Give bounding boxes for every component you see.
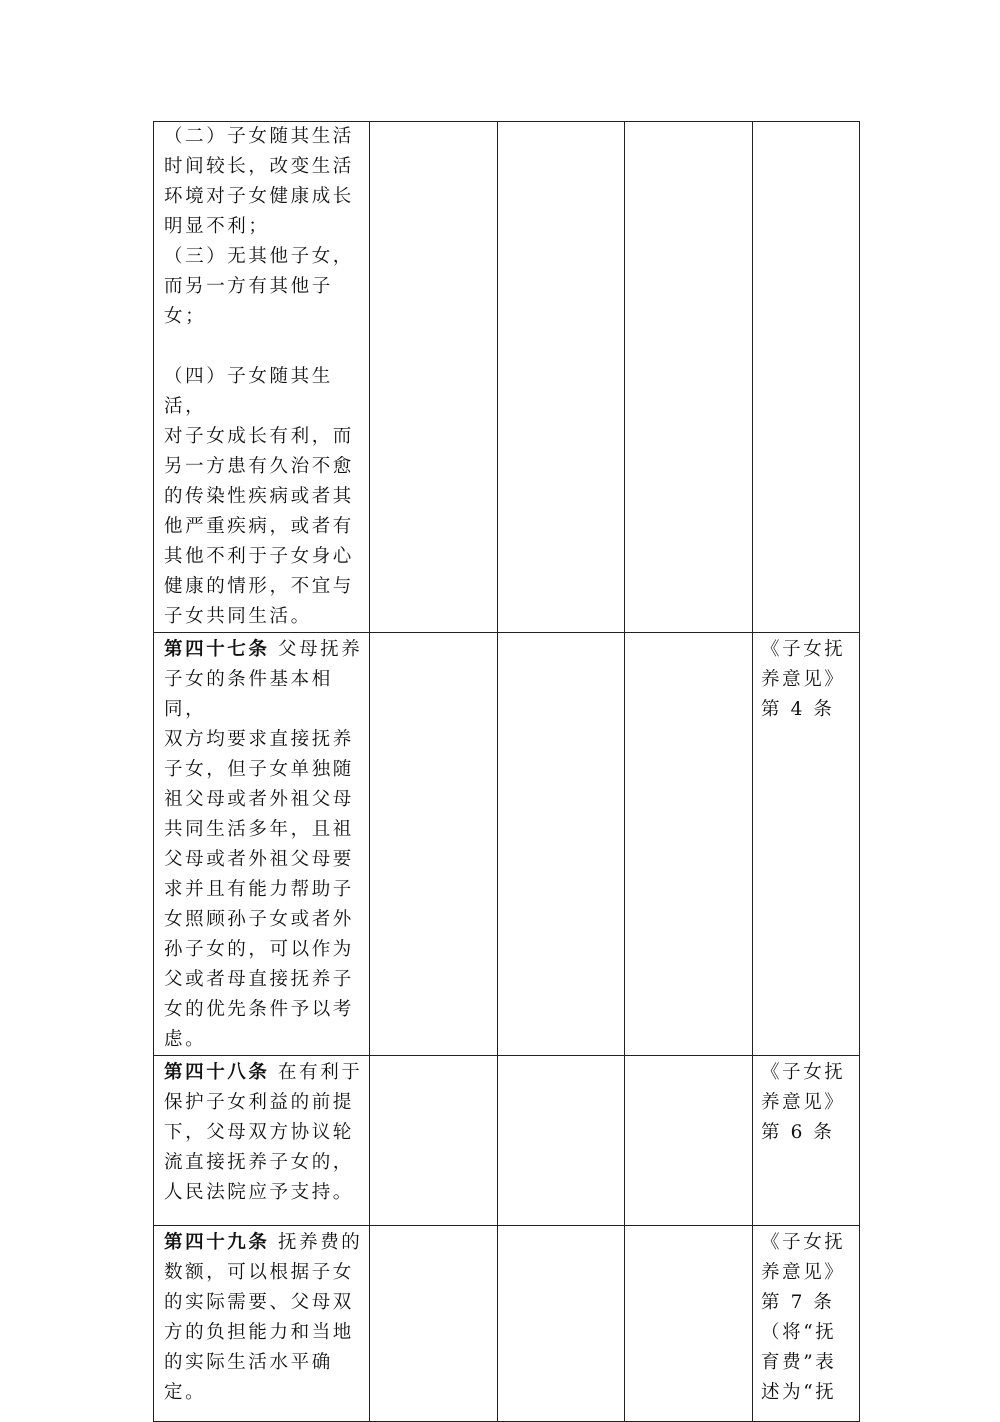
law-text — [154, 1226, 369, 1408]
comparison-table — [153, 121, 860, 1422]
empty-cell — [498, 633, 625, 1056]
law-text-cell — [154, 1226, 370, 1422]
article-body: 抚养费的 数额，可以根据子女 的实际需要、父母双 方的负担能力和当地 的实际生活水平确定。 — [164, 1232, 363, 1403]
law-text-cell — [154, 1056, 370, 1226]
source-cell — [753, 1056, 860, 1226]
article-body: 父母抚养 子女的条件基本相同， 双方均要求直接抚养 子女，但子女单独随 祖父母或者外祖父母 共同生活多年，且祖 父母或者外祖父母要 求并且有能力帮助子 女照顾孙子女或者外 孙子女的，可以作为 父或者母直接抚养子 女的优先条件予以考 虑。 — [164, 639, 363, 1050]
source-text: 《子女抚 养意见》 第 7 条 （将“抚 育费”表 述为“抚 — [761, 1232, 846, 1403]
law-text: （二）子女随其生活 时间较长，改变生活 环境对子女健康成长 明显不利； （三）无其他子女， 而另一方有其他子女； （四）子女随其生活， 对子女成长有利，而 另一方患有久治不愈 的传染性疾病或者其 他严重疾病，或者有 其他不利于子女身心 健康的情形，不宜与 子女共同生活。 — [164, 126, 354, 627]
law-text-cell — [154, 122, 370, 633]
article-body: 在有利于 保护子女利益的前提 下，父母双方协议轮 流直接抚养子女的， 人民法院应予支持。 — [164, 1062, 363, 1203]
empty-cell — [625, 1226, 753, 1422]
source-text: 《子女抚 养意见》 第 6 条 — [761, 1062, 846, 1143]
empty-cell — [498, 1226, 625, 1422]
table-row — [154, 1056, 860, 1226]
table-row — [154, 1226, 860, 1422]
empty-cell — [625, 633, 753, 1056]
empty-cell — [498, 1056, 625, 1226]
empty-cell — [370, 1226, 498, 1422]
empty-cell — [370, 122, 498, 633]
article-number: 第四十七条 — [164, 639, 270, 660]
law-text-cell — [154, 633, 370, 1056]
source-cell — [753, 122, 860, 633]
article-number: 第四十八条 — [164, 1062, 270, 1083]
table-row — [154, 633, 860, 1056]
empty-cell — [370, 633, 498, 1056]
empty-cell — [370, 1056, 498, 1226]
empty-cell — [625, 122, 753, 633]
empty-cell — [498, 122, 625, 633]
law-text — [154, 633, 369, 1055]
table-row — [154, 122, 860, 633]
article-number: 第四十九条 — [164, 1232, 270, 1253]
empty-cell — [625, 1056, 753, 1226]
law-text — [154, 1056, 369, 1208]
source-cell — [753, 1226, 860, 1422]
source-text: 《子女抚 养意见》 第 4 条 — [761, 639, 846, 720]
source-cell — [753, 633, 860, 1056]
